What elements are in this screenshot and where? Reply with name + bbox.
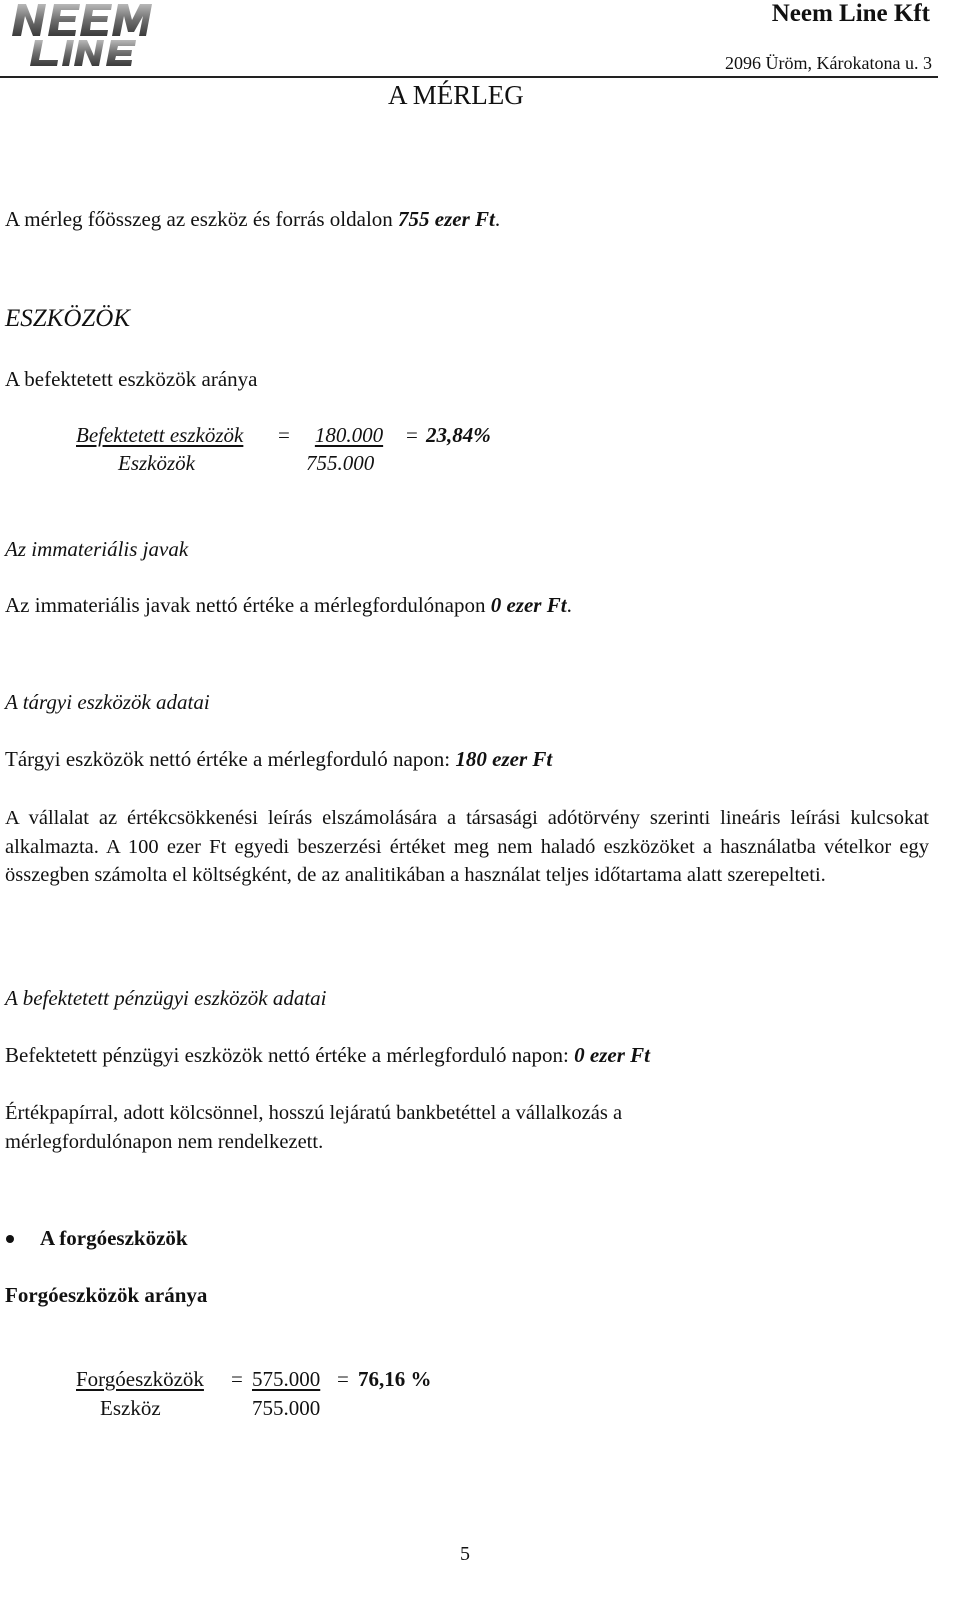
current-assets-heading: A forgóeszközök [40,1226,188,1250]
fixed-ratio-numerator-value: 180.000 [314,423,384,447]
bullet-icon [6,1235,14,1243]
financial-heading: A befektetett pénzügyi eszközök adatai [5,986,327,1010]
fixed-ratio-denominator-label: Eszközök [118,451,195,475]
depreciation-paragraph: A vállalat az értékcsökkenési leírás elszámolására a társasági adótörvény szerinti lineáris leírási kulcsokat alkalmazta. A 100 ezer Ft egyedi beszerzési értéket meg nem haladó eszközöket a használatba vételkor egy összegben számolta el költségként, de az analitikában a használat teljes időtartama alatt szerepelteti. [5,807,929,886]
fixed-ratio-eq2: = [406,423,418,447]
financial-paragraph: Értékpapírral, adott kölcsönnel, hosszú lejáratú bankbetéttel a vállalkozás a mérlegfordulónapon nem rendelkezett. [5,1102,623,1153]
tangible-value: 180 ezer Ft [455,747,553,771]
current-ratio-denominator-label: Eszköz [100,1396,161,1420]
fixed-ratio-numerator-text: Befektetett eszközök [76,423,244,447]
fixed-ratio-eq1: = [278,423,290,447]
financial-value: 0 ezer Ft [574,1043,650,1067]
intangible-line [5,593,572,618]
tangible-text: Tárgyi eszközök nettó értéke a mérlegforduló napon: [5,747,456,771]
header-divider [0,76,938,78]
fixed-ratio-heading: A befektetett eszközök aránya [5,367,258,391]
assets-heading: ESZKÖZÖK [5,305,131,332]
intangible-heading: Az immateriális javak [5,537,189,561]
tangible-heading: A tárgyi eszközök adatai [5,690,210,714]
company-address: 2096 Üröm, Károkatona u. 3 [725,53,932,73]
neem-line-logo [8,2,160,70]
fixed-ratio-denominator-value: 755.000 [306,451,375,475]
intangible-value: 0 ezer Ft [490,593,567,617]
current-ratio-numerator-label: Forgóeszközök [76,1367,204,1391]
tangible-line [5,747,552,772]
current-ratio-heading: Forgóeszközök aránya [5,1283,208,1307]
current-ratio-eq1: = [231,1367,243,1391]
financial-line [5,1043,650,1068]
financial-text: Befektetett pénzügyi eszközök nettó értéke a mérlegforduló napon: [5,1043,575,1067]
company-name: Neem Line Kft [771,0,930,27]
current-ratio-numerator-value: 575.000 [252,1367,321,1391]
fixed-ratio-numerator-label [76,423,243,448]
fixed-ratio-result: 23,84% [426,423,491,447]
current-ratio-denominator-value: 755.000 [252,1396,321,1420]
balance-total-value: 755 ezer Ft [398,207,495,231]
page-number: 5 [460,1543,470,1565]
current-ratio-eq2: = [337,1367,349,1391]
intangible-end: . [566,593,572,617]
balance-total-text: A mérleg főösszeg az eszköz és forrás oldalon [5,207,399,231]
intangible-text: Az immateriális javak nettó értéke a mérlegfordulónapon [5,593,491,617]
balance-total-end: . [494,207,501,231]
balance-total-line [5,207,500,232]
page-title: A MÉRLEG [388,80,524,110]
current-ratio-result: 76,16 % [358,1367,432,1391]
